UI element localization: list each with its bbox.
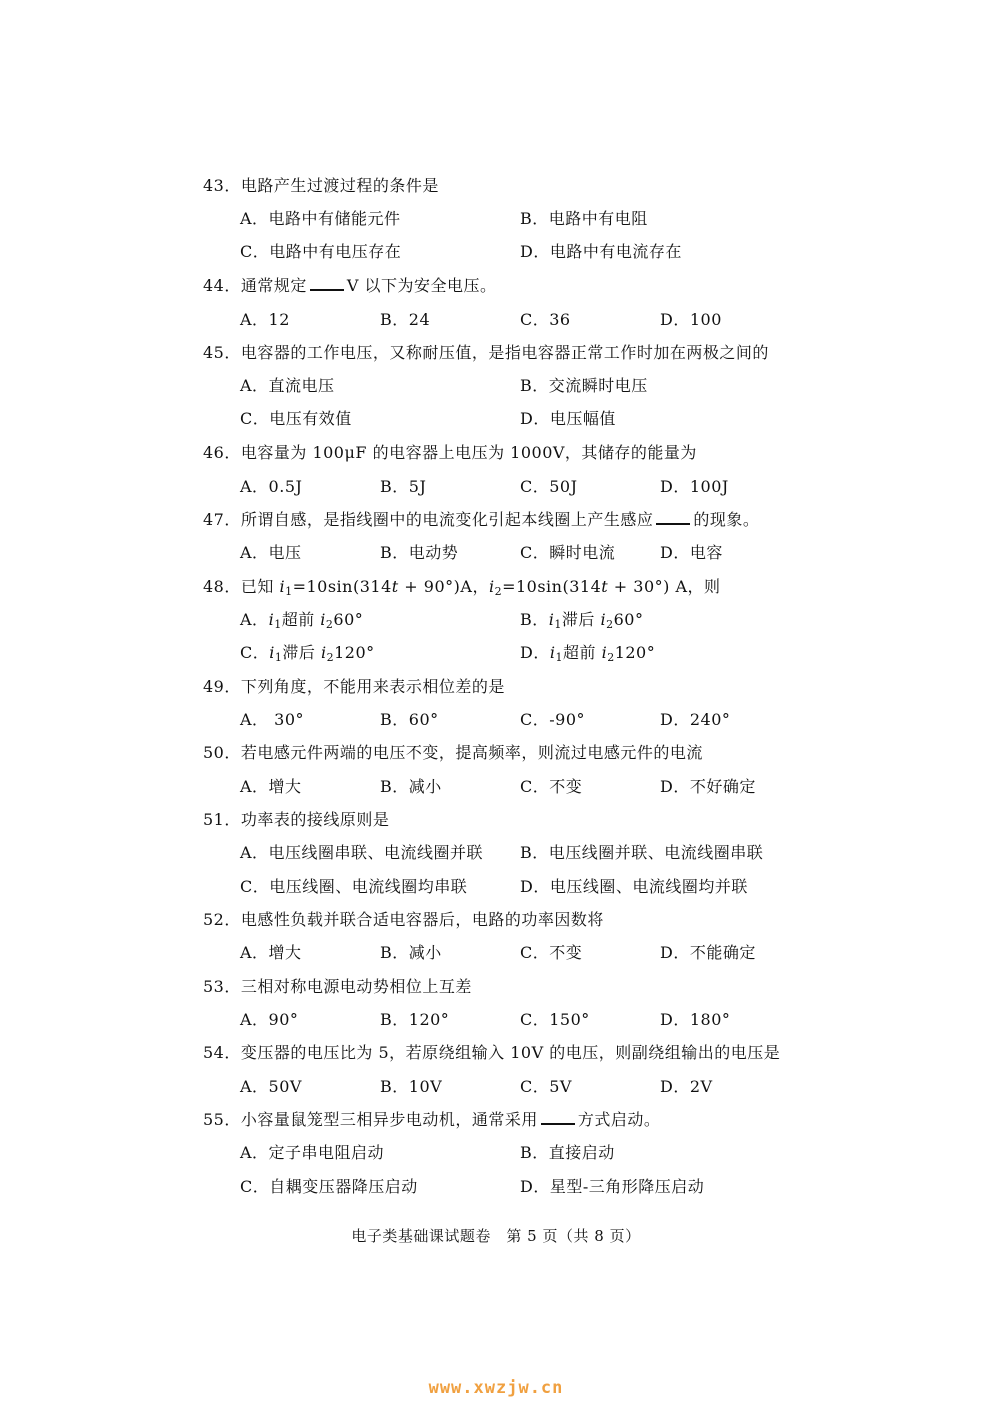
question-52: 52．电感性负载并联合适电容器后，电路的功率因数将 (203, 910, 604, 929)
option-47-a: A．电压 (240, 543, 302, 562)
option-52-a: A．增大 (240, 943, 302, 962)
option-44-a: A．12 (240, 310, 290, 329)
question-49: 49．下列角度，不能用来表示相位差的是 (203, 677, 505, 696)
option-45-b: B．交流瞬时电压 (520, 376, 648, 395)
option-43-b: B．电路中有电阻 (520, 209, 648, 228)
option-44-c: C．36 (520, 310, 571, 329)
option-47-d: D．电容 (660, 543, 723, 562)
option-46-a: A．0.5J (240, 477, 303, 496)
option-45-a: A．直流电压 (240, 376, 335, 395)
option-50-d: D．不好确定 (660, 777, 756, 796)
option-49-b: B．60° (380, 710, 439, 729)
option-51-b: B．电压线圈并联、电流线圈串联 (520, 843, 764, 862)
question-47: 47．所谓自感，是指线圈中的电流变化引起本线圈上产生感应 的现象。 (203, 510, 760, 529)
option-48-a: A．$i_1$超前 $i_260^\circ$ (240, 610, 364, 631)
option-49-d: D．240° (660, 710, 731, 729)
question-45: 45．电容器的工作电压，又称耐压值，是指电容器正常工作时加在两极之间的 (203, 343, 769, 362)
option-50-b: B．减小 (380, 777, 442, 796)
answer-blank (541, 1109, 575, 1125)
option-55-c: C．自耦变压器降压启动 (240, 1177, 418, 1196)
option-43-d: D．电路中有电流存在 (520, 242, 682, 261)
option-47-b: B．电动势 (380, 543, 459, 562)
option-46-d: D．100J (660, 477, 729, 496)
option-49-c: C．-90° (520, 710, 586, 729)
option-52-d: D．不能确定 (660, 943, 756, 962)
option-51-c: C．电压线圈、电流线圈均串联 (240, 877, 468, 896)
question-53: 53．三相对称电源电动势相位上互差 (203, 977, 472, 996)
option-55-a: A．定子串电阻启动 (240, 1143, 385, 1162)
question-55: 55．小容量鼠笼型三相异步电动机，通常采用 方式启动。 (203, 1110, 661, 1129)
option-51-d: D．电压线圈、电流线圈均并联 (520, 877, 748, 896)
option-48-d: D．$i_1$超前 $i_2120^\circ$ (520, 643, 656, 664)
answer-blank (310, 275, 344, 291)
option-54-a: A．50V (240, 1077, 302, 1096)
option-54-c: C．5V (520, 1077, 572, 1096)
option-48-b: B．$i_1$滞后 $i_260^\circ$ (520, 610, 644, 631)
option-49-a: A． 30° (240, 710, 305, 729)
option-52-c: C．不变 (520, 943, 583, 962)
page-footer: 电子类基础课试题卷 第 5 页（共 8 页） (351, 1227, 641, 1245)
question-50: 50．若电感元件两端的电压不变，提高频率，则流过电感元件的电流 (203, 743, 703, 762)
question-48: 48．已知 $i_1=10\sin(314t + 90^\circ)A$，$i_2=10\sin(314t + 30^\circ)$ A，则 (203, 577, 721, 598)
option-43-c: C．电路中有电压存在 (240, 242, 402, 261)
question-51: 51．功率表的接线原则是 (203, 810, 390, 829)
question-46: 46．电容量为 100μF 的电容器上电压为 1000V，其储存的能量为 (203, 443, 697, 462)
site-watermark: www.xwzjw.cn (428, 1378, 564, 1398)
option-50-a: A．增大 (240, 777, 302, 796)
option-53-c: C．150° (520, 1010, 590, 1029)
option-53-a: A．90° (240, 1010, 299, 1029)
option-45-c: C．电压有效值 (240, 409, 352, 428)
option-55-b: B．直接启动 (520, 1143, 615, 1162)
answer-blank (656, 509, 690, 525)
option-43-a: A．电路中有储能元件 (240, 209, 401, 228)
option-45-d: D．电压幅值 (520, 409, 616, 428)
option-46-c: C．50J (520, 477, 578, 496)
option-55-d: D．星型-三角形降压启动 (520, 1177, 705, 1196)
option-53-d: D．180° (660, 1010, 731, 1029)
question-54: 54．变压器的电压比为 5，若原绕组输入 10V 的电压，则副绕组输出的电压是 (203, 1043, 781, 1062)
option-48-c: C．$i_1$滞后 $i_2120^\circ$ (240, 643, 375, 664)
option-54-d: D．2V (660, 1077, 713, 1096)
option-51-a: A．电压线圈串联、电流线圈并联 (240, 843, 484, 862)
option-47-c: C．瞬时电流 (520, 543, 616, 562)
option-44-d: D．100 (660, 310, 722, 329)
option-53-b: B．120° (380, 1010, 450, 1029)
option-54-b: B．10V (380, 1077, 443, 1096)
question-44: 44．通常规定 V 以下为安全电压。 (203, 276, 497, 295)
option-50-c: C．不变 (520, 777, 583, 796)
option-52-b: B．减小 (380, 943, 442, 962)
option-46-b: B．5J (380, 477, 427, 496)
option-44-b: B．24 (380, 310, 431, 329)
question-43: 43．电路产生过渡过程的条件是 (203, 176, 439, 195)
